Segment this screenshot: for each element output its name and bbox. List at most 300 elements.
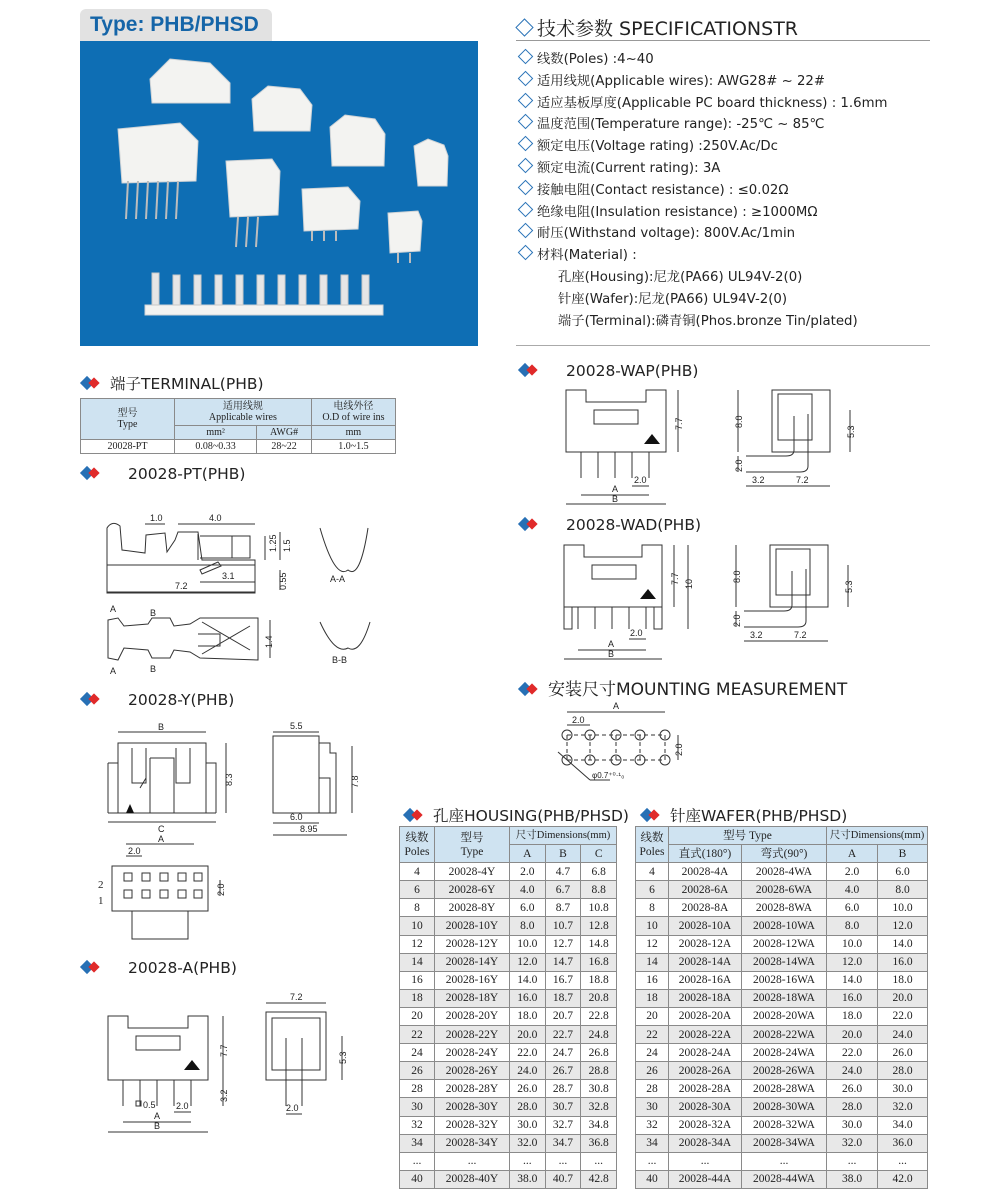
- wafer-tiny: [388, 211, 422, 253]
- svg-text:7.2: 7.2: [794, 630, 807, 640]
- wafer-small: [302, 187, 360, 231]
- svg-text:5.3: 5.3: [338, 1051, 348, 1064]
- svg-text:0.5: 0.5: [143, 1100, 156, 1110]
- table-cell: 12.7: [545, 935, 581, 953]
- section-marker-icon: [403, 808, 427, 822]
- table-cell: 6.8: [581, 863, 617, 881]
- wap-drawing: [550, 380, 870, 510]
- svg-text:5.3: 5.3: [846, 425, 856, 438]
- table-cell: 26.7: [545, 1062, 581, 1080]
- svg-text:B: B: [154, 1121, 161, 1131]
- col-od: 电线外径 O.D of wire ins: [311, 399, 395, 426]
- type-label: Type: PHB/PHSD: [90, 13, 259, 36]
- table-cell: 28.7: [545, 1080, 581, 1098]
- table-cell: 30: [636, 1098, 669, 1116]
- table-cell: 6.0: [510, 899, 546, 917]
- material-item: 孔座(Housing):尼龙(PA66) UL94V-2(0): [558, 269, 803, 285]
- a-drawing: [90, 988, 370, 1148]
- section-wafer: 针座WAFER(PHB/PHSD): [640, 804, 847, 826]
- svg-text:4.0: 4.0: [209, 513, 222, 523]
- table-cell: 20028-22WA: [742, 1026, 827, 1044]
- table-cell: 8.7: [545, 899, 581, 917]
- table-cell: 30.0: [510, 1116, 546, 1134]
- diamond-icon: [515, 18, 533, 36]
- table-cell: ...: [827, 1152, 878, 1170]
- table-row: [400, 1098, 617, 1116]
- table-cell: 2.0: [510, 863, 546, 881]
- housing-table: [399, 826, 617, 1189]
- section-marker-icon: [80, 466, 104, 480]
- svg-text:φ0.7⁺⁰·¹₀: φ0.7⁺⁰·¹₀: [592, 771, 625, 780]
- table-cell: 18: [400, 989, 435, 1007]
- table-cell: 42.0: [878, 1170, 928, 1188]
- table-cell: 28.0: [827, 1098, 878, 1116]
- table-cell: 36.8: [581, 1134, 617, 1152]
- col-poles: 线数 Poles: [636, 827, 669, 863]
- table-row: [400, 1080, 617, 1098]
- table-cell: 24.7: [545, 1044, 581, 1062]
- section-wap: 20028-WAP(PHB): [518, 362, 698, 380]
- table-row: [400, 1007, 617, 1025]
- svg-text:2.0: 2.0: [634, 475, 647, 485]
- table-row: [400, 1044, 617, 1062]
- svg-text:B: B: [150, 664, 157, 674]
- table-cell: 20028-26WA: [742, 1062, 827, 1080]
- col-poles: 线数 Poles: [400, 827, 435, 863]
- svg-text:3.1: 3.1: [222, 571, 235, 581]
- table-row: [636, 1098, 928, 1116]
- table-cell: 18.0: [510, 1007, 546, 1025]
- product-photo: [80, 41, 478, 346]
- svg-text:1: 1: [98, 895, 104, 907]
- table-row: [636, 881, 928, 899]
- table-cell: 22.0: [878, 1007, 928, 1025]
- table-cell: 20028-8A: [669, 899, 742, 917]
- svg-text:8.95: 8.95: [300, 824, 318, 834]
- table-cell: ...: [581, 1152, 617, 1170]
- table-cell: 16.8: [581, 953, 617, 971]
- table-row: [636, 1152, 928, 1170]
- table-cell: 20028-12A: [669, 935, 742, 953]
- table-cell: 14.8: [581, 935, 617, 953]
- table-cell: ...: [435, 1152, 510, 1170]
- table-cell: 28.0: [510, 1098, 546, 1116]
- diamond-icon: [518, 92, 534, 108]
- svg-text:7.8: 7.8: [350, 775, 360, 788]
- col-b: B: [878, 845, 928, 863]
- table-cell: 36.0: [878, 1134, 928, 1152]
- table-cell: 20028-20Y: [435, 1007, 510, 1025]
- svg-text:2.0: 2.0: [674, 743, 684, 756]
- housing-small: [330, 115, 385, 166]
- spec-item: 温度范围(Temperature range): -25℃ ~ 85℃: [518, 114, 887, 136]
- pt-drawing: [90, 500, 390, 690]
- svg-text:3.2: 3.2: [219, 1089, 229, 1102]
- table-cell: 14: [400, 953, 435, 971]
- col-type: 型号 Type: [435, 827, 510, 863]
- table-cell: 20028-4WA: [742, 863, 827, 881]
- table-cell: 16: [400, 971, 435, 989]
- svg-text:A: A: [154, 1111, 161, 1121]
- table-cell: 32.0: [878, 1098, 928, 1116]
- housing-medium: [252, 86, 312, 131]
- table-cell: 32.0: [510, 1134, 546, 1152]
- spec-item: 接触电阻(Contact resistance) : ≤0.02Ω: [518, 180, 887, 202]
- table-cell: 38.0: [510, 1170, 546, 1188]
- svg-text:1.25: 1.25: [268, 534, 278, 552]
- table-cell: 20028-14WA: [742, 953, 827, 971]
- table-cell: 10: [400, 917, 435, 935]
- table-cell: 20028-34WA: [742, 1134, 827, 1152]
- table-cell: 20028-4Y: [435, 863, 510, 881]
- table-cell: 20028-22A: [669, 1026, 742, 1044]
- spec-list: [518, 49, 887, 332]
- svg-text:0.55: 0.55: [278, 572, 288, 590]
- table-cell: 4.0: [510, 881, 546, 899]
- table-cell: 20028-26Y: [435, 1062, 510, 1080]
- table-cell: 20: [400, 1007, 435, 1025]
- table-cell: 30.7: [545, 1098, 581, 1116]
- table-cell: 34.0: [878, 1116, 928, 1134]
- svg-text:A: A: [158, 834, 165, 844]
- table-cell: 32.8: [581, 1098, 617, 1116]
- table-cell: 34.8: [581, 1116, 617, 1134]
- table-row: [636, 1170, 928, 1188]
- table-row: [636, 989, 928, 1007]
- wafer-medium: [226, 159, 280, 217]
- col-wires: 适用线规 Applicable wires: [174, 399, 311, 426]
- table-cell: 22.0: [827, 1044, 878, 1062]
- diamond-icon: [518, 114, 534, 130]
- table-cell: ...: [878, 1152, 928, 1170]
- svg-text:1.0: 1.0: [150, 513, 163, 523]
- table-cell: 20028-32WA: [742, 1116, 827, 1134]
- table-cell: 28: [400, 1080, 435, 1098]
- table-cell: 10.7: [545, 917, 581, 935]
- table-cell: 20028-14A: [669, 953, 742, 971]
- table-cell: 8: [400, 899, 435, 917]
- table-cell: 28: [636, 1080, 669, 1098]
- table-cell: 20.8: [581, 989, 617, 1007]
- spec-item: 额定电流(Current rating): 3A: [518, 158, 887, 180]
- col-right-angle: 弯式(90°): [742, 845, 827, 863]
- table-row: [636, 935, 928, 953]
- section-marker-icon: [640, 808, 664, 822]
- table-cell: 34: [400, 1134, 435, 1152]
- diamond-icon: [518, 158, 534, 174]
- svg-text:2.0: 2.0: [286, 1103, 299, 1113]
- connector-illustration: [80, 41, 478, 346]
- table-row: [636, 1026, 928, 1044]
- table-cell: 32.0: [827, 1134, 878, 1152]
- table-cell: 20028-44A: [669, 1170, 742, 1188]
- table-cell: 30.0: [878, 1080, 928, 1098]
- table-cell: 20028-10A: [669, 917, 742, 935]
- table-cell: 10: [636, 917, 669, 935]
- wafer-large: [118, 123, 198, 183]
- material-item: 针座(Wafer):尼龙(PA66) UL94V-2(0): [558, 291, 788, 307]
- table-cell: 20.0: [878, 989, 928, 1007]
- table-row: [636, 1007, 928, 1025]
- table-cell: 20028-34A: [669, 1134, 742, 1152]
- table-cell: 26.0: [878, 1044, 928, 1062]
- table-cell: 20028-12Y: [435, 935, 510, 953]
- table-row: [636, 899, 928, 917]
- table-cell: ...: [400, 1152, 435, 1170]
- table-cell: 6: [400, 881, 435, 899]
- section-marker-icon: [518, 682, 542, 696]
- table-cell: 18.0: [878, 971, 928, 989]
- table-cell: 12.0: [510, 953, 546, 971]
- col-type: 型号 Type: [81, 399, 175, 440]
- table-cell: 34: [636, 1134, 669, 1152]
- table-row: [400, 917, 617, 935]
- diamond-icon: [518, 136, 534, 152]
- col-c: C: [581, 845, 617, 863]
- table-cell: 20.7: [545, 1007, 581, 1025]
- col-a: A: [827, 845, 878, 863]
- table-cell: 20028-6A: [669, 881, 742, 899]
- table-cell: ...: [510, 1152, 546, 1170]
- table-cell: ...: [636, 1152, 669, 1170]
- wafer-table: [635, 826, 928, 1189]
- table-cell: 40: [636, 1170, 669, 1188]
- table-cell: 20028-40Y: [435, 1170, 510, 1188]
- table-cell: 26.8: [581, 1044, 617, 1062]
- section-a: 20028-A(PHB): [80, 959, 237, 977]
- table-cell: 12: [400, 935, 435, 953]
- table-cell: 38.0: [827, 1170, 878, 1188]
- col-awg: AWG#: [257, 426, 312, 440]
- table-cell: 20028-22Y: [435, 1026, 510, 1044]
- table-cell: 26.0: [827, 1080, 878, 1098]
- table-cell: 20028-6WA: [742, 881, 827, 899]
- table-row: [400, 1062, 617, 1080]
- svg-text:A: A: [608, 639, 615, 649]
- table-cell: 12: [636, 935, 669, 953]
- table-cell: 22: [400, 1026, 435, 1044]
- table-cell: 6: [636, 881, 669, 899]
- section-terminal: 端子TERMINAL(PHB): [80, 372, 264, 394]
- table-row: [400, 1134, 617, 1152]
- table-row: [636, 971, 928, 989]
- table-cell: 6.0: [827, 899, 878, 917]
- table-cell: 20028-6Y: [435, 881, 510, 899]
- table-cell: ...: [545, 1152, 581, 1170]
- table-cell: 24: [400, 1044, 435, 1062]
- spec-item: 适用线规(Applicable wires): AWG28# ~ 22#: [518, 71, 887, 93]
- table-cell: 22.0: [510, 1044, 546, 1062]
- table-cell: 20028-24Y: [435, 1044, 510, 1062]
- svg-text:7.7: 7.7: [670, 572, 680, 585]
- table-cell: 20028-34Y: [435, 1134, 510, 1152]
- table-row: [636, 1062, 928, 1080]
- table-cell: 22.8: [581, 1007, 617, 1025]
- svg-text:1.5: 1.5: [282, 539, 292, 552]
- table-cell: 14: [636, 953, 669, 971]
- table-cell: 20028-20WA: [742, 1007, 827, 1025]
- table-row: [636, 1080, 928, 1098]
- table-cell: 30: [400, 1098, 435, 1116]
- svg-text:8.0: 8.0: [732, 570, 742, 583]
- table-row: [400, 1116, 617, 1134]
- spec-title: [516, 14, 798, 41]
- table-row: [636, 1116, 928, 1134]
- table-cell: 20028-24A: [669, 1044, 742, 1062]
- spec-item: 耐压(Withstand voltage): 800V.Ac/1min: [518, 223, 887, 245]
- col-dimensions: 尺寸Dimensions(mm): [510, 827, 617, 845]
- table-cell: 10.0: [510, 935, 546, 953]
- svg-text:2.0: 2.0: [128, 846, 141, 856]
- table-cell: 14.0: [878, 935, 928, 953]
- table-cell: 8.0: [827, 917, 878, 935]
- svg-text:8.0: 8.0: [734, 415, 744, 428]
- table-row: [636, 917, 928, 935]
- svg-text:B-B: B-B: [332, 655, 348, 665]
- col-a: A: [510, 845, 546, 863]
- diamond-icon: [518, 180, 534, 196]
- table-cell: 20028-30Y: [435, 1098, 510, 1116]
- table-cell: 20028-16A: [669, 971, 742, 989]
- svg-text:7.7: 7.7: [219, 1044, 229, 1057]
- table-cell: 14.0: [510, 971, 546, 989]
- table-row: [400, 935, 617, 953]
- diamond-icon: [518, 245, 534, 261]
- table-cell: 20028-18WA: [742, 989, 827, 1007]
- table-cell: 28.8: [581, 1062, 617, 1080]
- section-mounting: 安装尺寸MOUNTING MEASUREMENT: [518, 675, 847, 700]
- table-cell: 32: [400, 1116, 435, 1134]
- table-row: [636, 1044, 928, 1062]
- table-cell: 4: [636, 863, 669, 881]
- svg-text:5.3: 5.3: [844, 580, 854, 593]
- col-mm2: mm²: [174, 426, 256, 440]
- table-cell: 2.0: [827, 863, 878, 881]
- table-cell: 20028-18A: [669, 989, 742, 1007]
- table-cell: 26: [400, 1062, 435, 1080]
- table-cell: 4.0: [827, 881, 878, 899]
- table-cell: 26.0: [510, 1080, 546, 1098]
- svg-text:7.2: 7.2: [175, 581, 188, 591]
- table-cell: 10.0: [827, 935, 878, 953]
- table-cell: 20028-28WA: [742, 1080, 827, 1098]
- table-cell: 20028-8WA: [742, 899, 827, 917]
- table-cell: 8.0: [510, 917, 546, 935]
- section-marker-icon: [80, 692, 104, 706]
- table-cell: 16: [636, 971, 669, 989]
- table-cell: 20028-30WA: [742, 1098, 827, 1116]
- table-cell: 20028-20A: [669, 1007, 742, 1025]
- table-cell: 12.8: [581, 917, 617, 935]
- table-cell: 32.7: [545, 1116, 581, 1134]
- table-cell: 20028-16Y: [435, 971, 510, 989]
- table-row: [400, 989, 617, 1007]
- svg-text:2.0: 2.0: [732, 614, 742, 627]
- table-cell: 20.0: [827, 1026, 878, 1044]
- table-cell: 6.0: [878, 863, 928, 881]
- svg-text:B: B: [612, 494, 619, 504]
- table-cell: 24.0: [510, 1062, 546, 1080]
- section-marker-icon: [518, 363, 542, 377]
- table-cell: 18.8: [581, 971, 617, 989]
- svg-text:1.4: 1.4: [264, 635, 274, 648]
- svg-text:7.2: 7.2: [796, 475, 809, 485]
- diamond-icon: [518, 201, 534, 217]
- table-cell: 20: [636, 1007, 669, 1025]
- table-cell: 20028-30A: [669, 1098, 742, 1116]
- table-cell: 22: [636, 1026, 669, 1044]
- table-cell: 30.8: [581, 1080, 617, 1098]
- section-marker-icon: [80, 376, 104, 390]
- svg-text:2.0: 2.0: [630, 628, 643, 638]
- col-mm: mm: [311, 426, 395, 440]
- table-row: [400, 881, 617, 899]
- spec-item: 适应基板厚度(Applicable PC board thickness) : 1.6mm: [518, 93, 887, 115]
- table-cell: 18.7: [545, 989, 581, 1007]
- table-cell: 22.7: [545, 1026, 581, 1044]
- terminal-table: [80, 398, 396, 454]
- table-cell: 10.0: [878, 899, 928, 917]
- table-cell: 16.7: [545, 971, 581, 989]
- table-cell: 20028-28A: [669, 1080, 742, 1098]
- section-marker-icon: [518, 517, 542, 531]
- table-cell: 4: [400, 863, 435, 881]
- svg-text:7.7: 7.7: [674, 417, 684, 430]
- table-cell: 20028-32A: [669, 1116, 742, 1134]
- table-cell: 18.0: [827, 1007, 878, 1025]
- svg-text:10: 10: [684, 578, 694, 589]
- svg-text:2.0: 2.0: [176, 1101, 189, 1111]
- svg-text:A: A: [110, 666, 117, 676]
- table-cell: 20028-8Y: [435, 899, 510, 917]
- svg-text:5.5: 5.5: [290, 721, 303, 731]
- table-cell: 34.7: [545, 1134, 581, 1152]
- svg-text:A: A: [612, 484, 619, 494]
- spec-item: 额定电压(Voltage rating) :250V.Ac/Dc: [518, 136, 887, 158]
- table-cell: 12.0: [827, 953, 878, 971]
- table-cell: 20028-24WA: [742, 1044, 827, 1062]
- svg-text:2: 2: [98, 879, 104, 891]
- housing-tiny: [414, 139, 448, 186]
- terminal-strip: [145, 305, 383, 315]
- table-cell: 40: [400, 1170, 435, 1188]
- table-cell: 20.0: [510, 1026, 546, 1044]
- table-cell: 20028-28Y: [435, 1080, 510, 1098]
- svg-text:8.3: 8.3: [224, 773, 234, 786]
- table-cell: 20028-32Y: [435, 1116, 510, 1134]
- table-cell: 20028-44WA: [742, 1170, 827, 1188]
- material-item: 端子(Terminal):磷青铜(Phos.bronze Tin/plated): [558, 313, 858, 329]
- table-cell: 20028-10Y: [435, 917, 510, 935]
- table-row: 20028-PT 0.08~0.33 28~22 1.0~1.5: [81, 440, 396, 454]
- svg-text:3.2: 3.2: [750, 630, 763, 640]
- housing-large: [150, 59, 230, 103]
- table-cell: 30.0: [827, 1116, 878, 1134]
- type-tab: [80, 9, 272, 42]
- svg-text:6.0: 6.0: [290, 812, 303, 822]
- table-row: [400, 971, 617, 989]
- spec-item: 绝缘电阻(Insulation resistance) : ≥1000MΩ: [518, 202, 887, 224]
- section-housing: 孔座HOUSING(PHB/PHSD): [403, 804, 629, 826]
- table-row: [400, 953, 617, 971]
- diamond-icon: [518, 223, 534, 239]
- table-cell: 32: [636, 1116, 669, 1134]
- spec-item: 线数(Poles) :4~40: [518, 49, 887, 71]
- svg-text:A: A: [110, 604, 117, 614]
- section-pt: 20028-PT(PHB): [80, 465, 245, 483]
- table-cell: 12.0: [878, 917, 928, 935]
- table-cell: 42.8: [581, 1170, 617, 1188]
